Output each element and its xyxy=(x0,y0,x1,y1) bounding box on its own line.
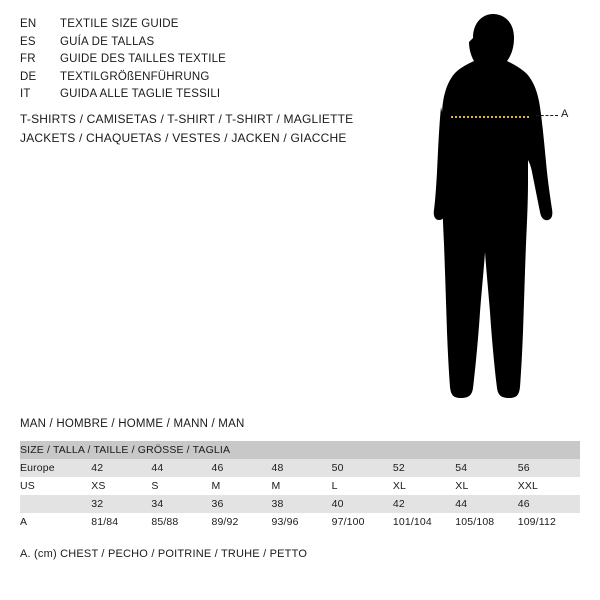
male-silhouette-figure xyxy=(395,12,595,402)
cell-value: 44 xyxy=(455,495,517,513)
table-header-label: SIZE / TALLA / TAILLE / GRÖSSE / TAGLIA xyxy=(20,441,580,459)
language-code: DE xyxy=(20,70,37,83)
silhouette-icon xyxy=(395,12,595,402)
cell-value: 46 xyxy=(211,459,271,477)
cell-value: 109/112 xyxy=(518,513,580,531)
language-text: TEXTILGRÖßENFÜHRUNG xyxy=(60,70,210,83)
cell-value: XXL xyxy=(518,477,580,495)
language-row xyxy=(20,86,380,104)
table-row xyxy=(20,513,580,531)
category-line: T-SHIRTS / CAMISETAS / T-SHIRT / T-SHIRT / MAGLIETTE xyxy=(20,112,354,126)
measure-leader-line xyxy=(536,115,558,116)
cell-value: 42 xyxy=(393,495,455,513)
language-code: ES xyxy=(20,35,36,48)
language-row xyxy=(20,69,380,87)
language-code: EN xyxy=(20,18,37,30)
language-code: IT xyxy=(20,88,31,100)
cell-value: 34 xyxy=(151,495,211,513)
language-row xyxy=(20,51,380,69)
cell-value: 36 xyxy=(211,495,271,513)
table-title: MAN / HOMBRE / HOMME / MANN / MAN xyxy=(20,418,245,430)
table-header-row xyxy=(20,441,580,459)
table-row xyxy=(20,477,580,495)
cell-value: 85/88 xyxy=(151,513,211,531)
footnote: A. (cm) CHEST / PECHO / POITRINE / TRUHE / PETTO xyxy=(20,548,308,560)
cell-value: M xyxy=(272,477,332,495)
language-text: GUIDE DES TAILLES TEXTILE xyxy=(60,53,227,65)
row-label: Europe xyxy=(20,459,91,477)
cell-value: 89/92 xyxy=(211,513,271,531)
cell-value: S xyxy=(151,477,211,495)
cell-value: 42 xyxy=(91,459,151,477)
cell-value: 93/96 xyxy=(272,513,332,531)
table-row xyxy=(20,459,580,477)
language-text: TEXTILE SIZE GUIDE xyxy=(60,18,179,30)
cell-value: 38 xyxy=(272,495,332,513)
cell-value: 40 xyxy=(332,495,393,513)
chest-measure-line xyxy=(451,116,529,118)
language-text: GUÍA DE TALLAS xyxy=(60,35,155,48)
cell-value: 54 xyxy=(455,459,517,477)
cell-value: 105/108 xyxy=(455,513,517,531)
cell-value: XL xyxy=(455,477,517,495)
category-line: JACKETS / CHAQUETAS / VESTES / JACKEN / GIACCHE xyxy=(20,131,347,145)
measure-label-a: A xyxy=(561,108,569,120)
table-row xyxy=(20,495,580,513)
language-row xyxy=(20,34,380,52)
language-row xyxy=(20,16,380,34)
cell-value: 101/104 xyxy=(393,513,455,531)
cell-value: 56 xyxy=(518,459,580,477)
cell-value: XL xyxy=(393,477,455,495)
row-label xyxy=(20,495,91,513)
cell-value: 97/100 xyxy=(332,513,393,531)
cell-value: 46 xyxy=(518,495,580,513)
cell-value: 32 xyxy=(91,495,151,513)
row-label: A xyxy=(20,513,91,531)
cell-value: 44 xyxy=(151,459,211,477)
cell-value: 50 xyxy=(332,459,393,477)
category-list xyxy=(20,110,420,148)
cell-value: M xyxy=(211,477,271,495)
size-table xyxy=(20,441,580,531)
row-label: US xyxy=(20,477,91,495)
language-list xyxy=(20,16,380,104)
cell-value: 48 xyxy=(272,459,332,477)
cell-value: XS xyxy=(91,477,151,495)
cell-value: 81/84 xyxy=(91,513,151,531)
language-code: FR xyxy=(20,53,36,65)
cell-value: L xyxy=(332,477,393,495)
cell-value: 52 xyxy=(393,459,455,477)
language-text: GUIDA ALLE TAGLIE TESSILI xyxy=(60,88,221,100)
